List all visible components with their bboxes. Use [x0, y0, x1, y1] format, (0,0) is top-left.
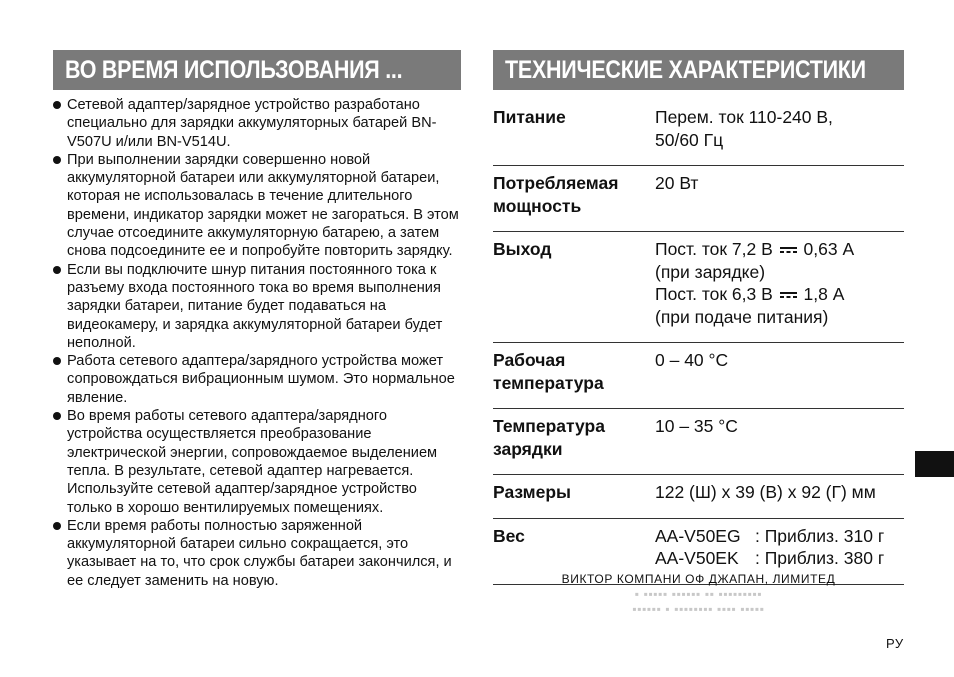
usage-note: Если вы подключите шнур питания постоянного тока к разъему входа постоянного тока во время выполнения зарядки батареи, питание будет подаваться на видеокамеру, и зарядка аккумуляторной батареи будет неполной.	[52, 261, 464, 352]
usage-note: Если время работы полностью заряженной аккумуляторной батареи сильно сокращается, это указывает на то, что срок службы батареи закончился, и ее следует заменить на новую.	[52, 517, 464, 590]
spec-value: 10 – 35 °C	[655, 409, 904, 475]
spec-value: 122 (Ш) х 39 (В) х 92 (Г) мм	[655, 475, 904, 519]
spec-row-output	[493, 232, 904, 343]
usage-note: Во время работы сетевого адаптера/зарядного устройства осуществляется преобразование электрической энергии, сопровождаемое выделением тепла. В результате, сетевой адаптер нагревается. Используйте сетевой адаптер/зарядное устройство только в хорошо вентилируемых помещениях.	[52, 407, 464, 517]
specs-heading: ТЕХНИЧЕСКИЕ ХАРАКТЕРИСТИКИ	[493, 50, 904, 90]
spec-label-line: Температура	[493, 416, 605, 436]
dc-symbol-icon	[780, 291, 797, 300]
section-tab-marker	[915, 451, 954, 477]
spec-value: 0 – 40 °C	[655, 343, 904, 409]
spec-row-consumption	[493, 166, 904, 232]
spec-value-line: 50/60 Гц	[655, 129, 724, 150]
spec-value: 20 Вт	[655, 166, 904, 232]
spec-value-line: AA-V50EK : Приблиз. 380 г	[655, 548, 885, 568]
usage-note: При выполнении зарядки совершенно новой аккумуляторной батареи или аккумуляторной батареи, которая не использовалась в течение длительного времени, индикатор зарядки может не загораться. В этом случае отсоедините аккумуляторную батарею, а затем снова подсоедините ее и попробуйте повторить зарядку.	[52, 151, 464, 261]
page-language-label: РУ	[886, 636, 904, 651]
spec-label: Размеры	[493, 475, 655, 519]
spec-label-line: температура	[493, 372, 604, 393]
company-name: ВИКТОР КОМПАНИ ОФ ДЖАПАН, ЛИМИТЕД	[561, 572, 836, 586]
spec-label-line: Потребляемая	[493, 173, 619, 193]
usage-note: Сетевой адаптер/зарядное устройство разработано специально для зарядки аккумуляторных батарей BN-V507U и/или BN-V514U.	[52, 96, 464, 151]
spec-value	[655, 100, 904, 166]
spec-value	[655, 232, 904, 343]
usage-note: Работа сетевого адаптера/зарядного устройства может сопровождаться вибрационным шумом. Это нормальное явление.	[52, 352, 464, 407]
company-address-illegible: ▪▪▪▪▪▪ ▪ ▪▪▪▪▪▪▪▪ ▪▪▪▪ ▪▪▪▪▪	[632, 602, 765, 616]
spec-value-line: (при подаче питания)	[655, 306, 829, 327]
usage-notes-list	[52, 96, 464, 590]
spec-label-line: Рабочая	[493, 350, 566, 370]
spec-row-operating-temp	[493, 343, 904, 409]
spec-label-line: мощность	[493, 195, 582, 216]
spec-row-dimensions	[493, 475, 904, 519]
spec-value-line: (при зарядке)	[655, 261, 766, 282]
spec-label	[493, 409, 655, 475]
spec-value-line: Перем. ток 110-240 В,	[655, 107, 833, 127]
spec-label	[493, 166, 655, 232]
spec-label: Выход	[493, 232, 655, 343]
spec-value-line: Пост. ток 7,2 В 0,63 А	[655, 239, 855, 259]
dc-symbol-icon	[780, 246, 797, 255]
usage-heading: ВО ВРЕМЯ ИСПОЛЬЗОВАНИЯ ...	[53, 50, 461, 90]
specs-table	[493, 100, 904, 585]
spec-label-line: зарядки	[493, 438, 563, 459]
spec-row-power	[493, 100, 904, 166]
spec-label: Вес	[493, 518, 655, 584]
company-address-illegible: ▪ ▪▪▪▪▪ ▪▪▪▪▪▪ ▪▪ ▪▪▪▪▪▪▪▪▪	[634, 587, 763, 601]
spec-label	[493, 343, 655, 409]
spec-value-line: Пост. ток 6,3 В 1,8 А	[655, 284, 845, 304]
spec-value-line: AA-V50EG : Приблиз. 310 г	[655, 525, 885, 546]
spec-row-charging-temp	[493, 409, 904, 475]
spec-label: Питание	[493, 100, 655, 166]
company-info	[493, 572, 904, 617]
